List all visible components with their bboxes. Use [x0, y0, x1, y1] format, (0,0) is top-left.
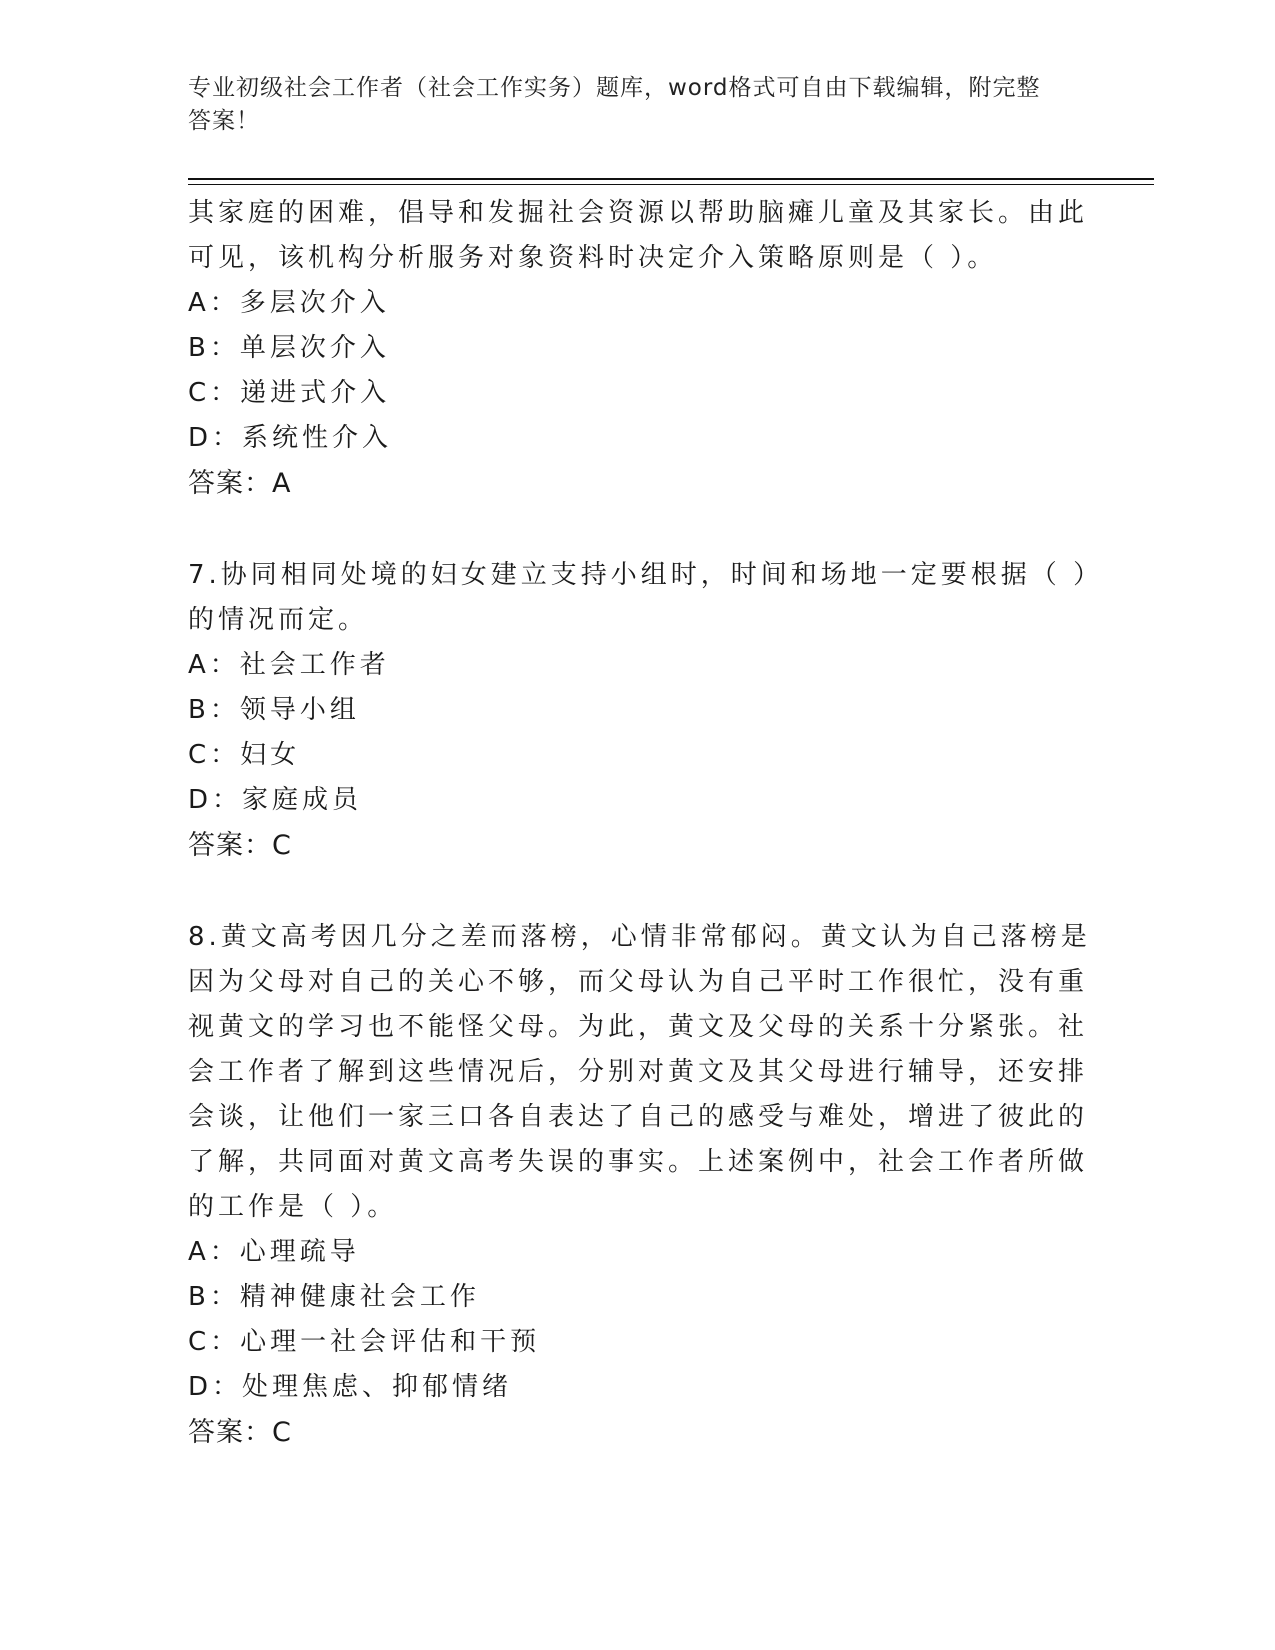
question-text-line: 会工作者了解到这些情况后，分别对黄文及其父母进行辅导，还安排 [188, 1057, 1089, 1087]
option-a: A：多层次介入 [188, 288, 390, 318]
answer-line: 答案：A [188, 468, 292, 499]
question-text-line: 7.协同相同处境的妇女建立支持小组时，时间和场地一定要根据（ ） [188, 560, 1104, 590]
option-a: A：社会工作者 [188, 650, 390, 680]
option-a: A：心理疏导 [188, 1237, 360, 1267]
question-text-line: 因为父母对自己的关心不够，而父母认为自己平时工作很忙，没有重 [188, 967, 1089, 997]
question-text-line: 的工作是（ ）。 [188, 1192, 398, 1222]
question-spacer [188, 868, 1068, 915]
question-6 [188, 191, 1089, 506]
question-text-line: 其家庭的困难，倡导和发掘社会资源以帮助脑瘫儿童及其家长。由此 [188, 198, 1089, 228]
question-text-line: 会谈，让他们一家三口各自表达了自己的感受与难处，增进了彼此的 [188, 1102, 1089, 1132]
question-text-line: 可见，该机构分析服务对象资料时决定介入策略原则是（ ）。 [188, 243, 998, 273]
option-c: C：递进式介入 [188, 378, 391, 408]
question-text-line: 了解，共同面对黄文高考失误的事实。上述案例中，社会工作者所做 [188, 1147, 1089, 1177]
question-text-line: 的情况而定。 [188, 605, 369, 635]
header-divider-thick [188, 178, 1154, 180]
question-7 [188, 553, 1104, 868]
option-d: D：系统性介入 [188, 423, 393, 453]
header-title-line-1: 专业初级社会工作者（社会工作实务）题库，word格式可自由下载编辑，附完整 [188, 75, 1041, 101]
header-title-line-2: 答案！ [188, 108, 260, 134]
option-c: C：心理一社会评估和干预 [188, 1327, 541, 1357]
option-b: B：精神健康社会工作 [188, 1282, 480, 1312]
question-spacer [188, 506, 1068, 553]
option-b: B：领导小组 [188, 695, 360, 725]
answer-line: 答案：C [188, 1417, 292, 1448]
question-text-line: 视黄文的学习也不能怪父母。为此，黄文及父母的关系十分紧张。社 [188, 1012, 1089, 1042]
header-divider-thin [188, 184, 1154, 185]
question-8 [188, 915, 1091, 1455]
option-c: C：妇女 [188, 740, 301, 770]
option-d: D：家庭成员 [188, 785, 363, 815]
option-b: B：单层次介入 [188, 333, 390, 363]
question-text-line: 8.黄文高考因几分之差而落榜，心情非常郁闷。黄文认为自己落榜是 [188, 922, 1091, 952]
document-header [188, 72, 1068, 138]
answer-line: 答案：C [188, 830, 292, 861]
question-list [188, 191, 1104, 1455]
option-d: D：处理焦虑、抑郁情绪 [188, 1372, 513, 1402]
